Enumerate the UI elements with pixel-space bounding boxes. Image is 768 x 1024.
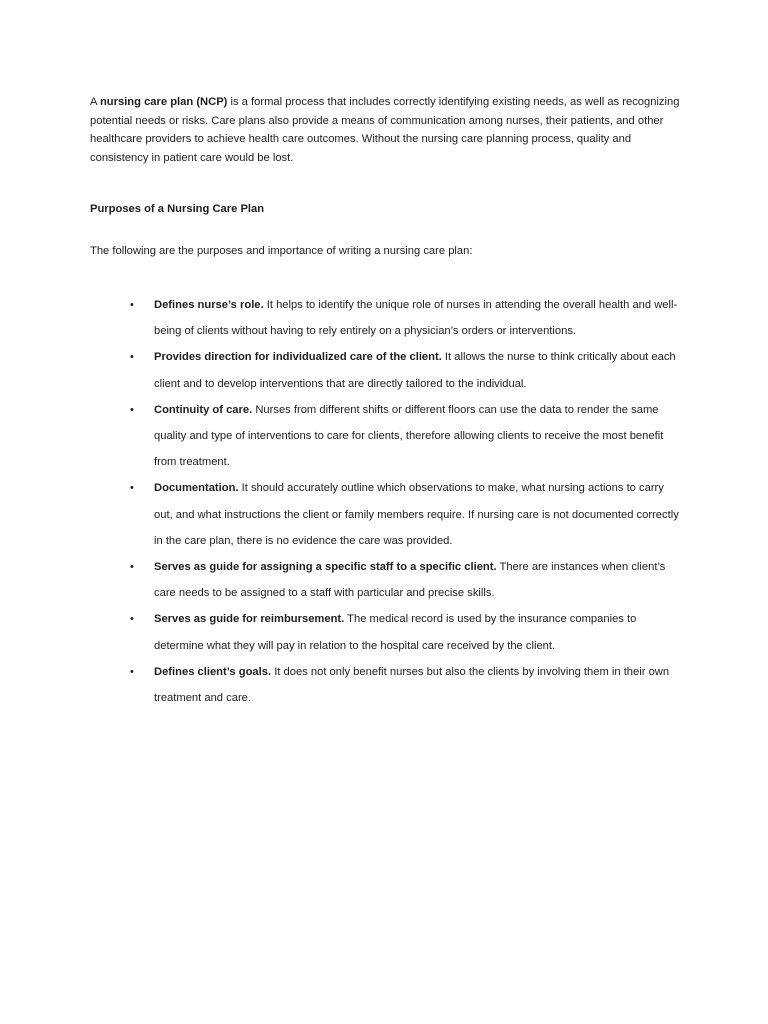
item-title: Provides direction for individualized care of the client. — [154, 351, 442, 364]
item-text: There are instances when client’s care needs to be assigned to a staff with particular and precise skills. — [154, 561, 666, 600]
intro-prefix: A — [90, 96, 100, 108]
item-text: It should accurately outline which observations to make, what nursing actions to carry out, and what instructions the client or family members require. If nursing care is not documented correctly in the care plan, there is no evidence the care was provided. — [154, 482, 679, 547]
item-title: Documentation. — [154, 482, 239, 495]
item-title: Serves as guide for reimbursement. — [154, 613, 345, 626]
list-item — [0, 554, 684, 606]
item-title: Serves as guide for assigning a specific staff to a specific client. — [154, 561, 497, 574]
section-heading: Purposes of a Nursing Care Plan — [90, 203, 265, 215]
list-item — [0, 475, 684, 554]
bullet-icon: • — [130, 482, 134, 495]
list-item — [0, 606, 684, 658]
item-text: The medical record is used by the insurance companies to determine what they will pay in relation to the hospital care received by the client. — [154, 613, 637, 652]
bullet-icon: • — [130, 561, 134, 574]
list-item — [0, 292, 684, 344]
item-text: It allows the nurse to think critically about each client and to develop interventions that are directly tailored to the individual. — [154, 351, 676, 390]
intro-text: is a formal process that includes correctly identifying existing needs, as well as recognizing potential needs or risks. Care plans also provide a means of communication among nurses, their patients, and other healthcare providers to achieve health care outcomes. Without the nursing care planning process, quality and consistency in patient care would be lost. — [90, 96, 680, 164]
item-title: Defines nurse’s role. — [154, 299, 264, 311]
list-item — [0, 397, 684, 476]
lead-paragraph: The following are the purposes and importance of writing a nursing care plan: — [90, 245, 473, 257]
bullet-icon: • — [130, 299, 134, 311]
list-item — [0, 344, 684, 396]
item-text: It helps to identify the unique role of nurses in attending the overall health and well-being of clients without having to rely entirely on a physician’s orders or interventions. — [154, 299, 678, 338]
intro-term: nursing care plan (NCP) — [99, 96, 228, 108]
bullet-icon: • — [130, 613, 134, 626]
list-item — [0, 659, 684, 711]
bullet-icon: • — [130, 403, 134, 416]
item-text: It does not only benefit nurses but also the clients by involving them in their own treatment and care. — [154, 665, 670, 705]
intro-paragraph — [90, 93, 690, 167]
purposes-list — [0, 292, 768, 711]
item-text: Nurses from different shifts or different floors can use the data to render the same quality and type of interventions to care for clients, therefore allowing clients to receive the most benefit from treatment. — [154, 403, 664, 469]
bullet-icon: • — [130, 351, 134, 364]
item-title: Defines client’s goals. — [154, 665, 272, 678]
item-title: Continuity of care. — [154, 403, 253, 416]
bullet-icon: • — [130, 665, 134, 678]
